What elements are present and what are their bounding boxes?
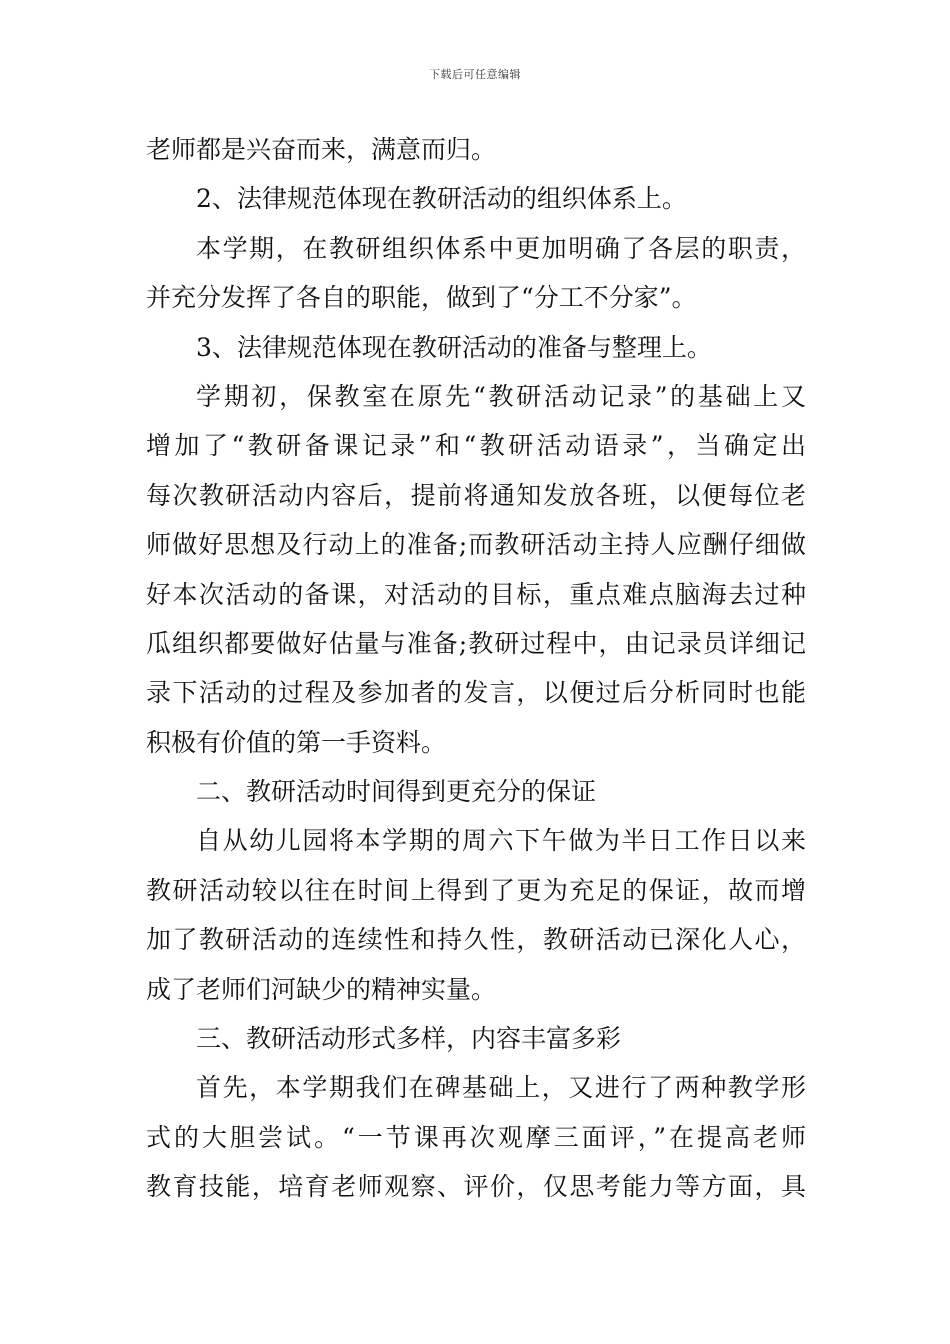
text-line: 教研活动较以往在时间上得到了更为充足的保证，故而增	[146, 875, 806, 905]
page-header-note: 下载后可任意编辑	[429, 68, 521, 81]
text-line: 本学期，在教研组织体系中更加明确了各层的职责，	[196, 233, 806, 263]
text-line: 首先，本学期我们在碑基础上，又进行了两种教学形	[196, 1073, 806, 1103]
text-line: 并充分发挥了各自的职能，做到了“分工不分家”。	[146, 283, 697, 313]
text-line: 自从幼儿园将本学期的周六下午做为半日工作日以来	[196, 826, 806, 856]
document-body	[146, 125, 806, 1212]
text-line: 录下活动的过程及参加者的发言，以便过后分析同时也能	[146, 678, 806, 708]
section-heading: 三、教研活动形式多样，内容丰富多彩	[196, 1024, 622, 1054]
section-heading: 二、教研活动时间得到更充分的保证	[196, 777, 597, 807]
text-line: 积极有价值的第一手资料。	[146, 727, 447, 757]
text-line: 师做好思想及行动上的准备;而教研活动主持人应酬仔细做	[146, 530, 806, 560]
text-line: 加了教研活动的连续性和持久性，教研活动已深化人心，	[146, 925, 806, 955]
text-line: 成了老师们河缺少的精神实量。	[146, 974, 497, 1004]
text-line: 好本次活动的备课，对活动的目标，重点难点脑海去过种	[146, 579, 806, 609]
text-line: 3、法律规范体现在教研活动的准备与整理上。	[196, 332, 712, 362]
text-line: 瓜组织都要做好估量与准备;教研过程中，由记录员详细记	[146, 628, 806, 658]
text-line: 每次教研活动内容后，提前将通知发放各班，以便每位老	[146, 480, 806, 510]
text-line: 增加了“教研备课记录”和“教研活动语录”，当确定出	[146, 431, 806, 461]
text-line: 2、法律规范体现在教研活动的组织体系上。	[196, 184, 687, 214]
text-line: 式的大胆尝试。“一节课再次观摩三面评，”在提高老师	[146, 1122, 806, 1152]
text-line: 学期初，保教室在原先“教研活动记录”的基础上又	[196, 381, 806, 411]
text-line: 教育技能，培育老师观察、评价，仅思考能力等方面，具	[146, 1172, 806, 1202]
text-line: 老师都是兴奋而来，满意而归。	[146, 135, 497, 164]
